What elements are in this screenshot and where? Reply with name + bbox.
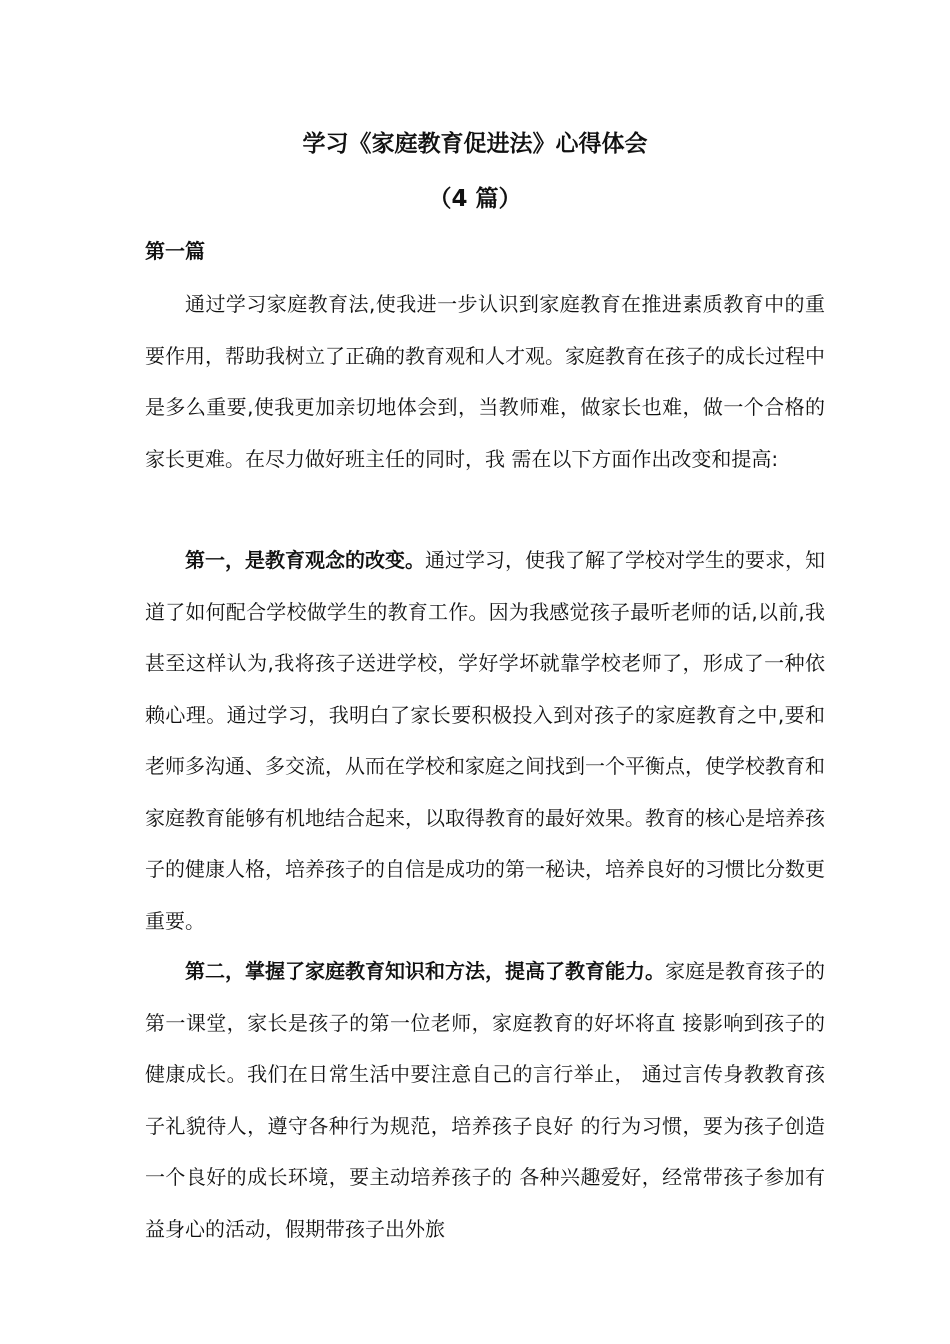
document-title: 学习《家庭教育促进法》心得体会 — [302, 131, 648, 157]
paragraph-point-one — [145, 535, 825, 950]
paragraph-text: 通过学习家庭教育法,使我进一步认识到家庭教育在推进素质教育中的重要作用，帮助我树立了正确的教育观和人才观。家庭教育在孩子的成长过程中是多么重要,使我更加亲切地体会到，当教师难，做家长也难，做一个合格的家长更难。在尽力做好班主任的同时，我 需在以下方面作出改变和提高: — [145, 292, 825, 471]
section-heading: 第一篇 — [145, 239, 205, 263]
paragraph-text: 通过学习，使我了解了学校对学生的要求，知道了如何配合学校做学生的教育工作。因为我感觉孩子最听老师的话,以前,我甚至这样认为,我将孩子送进学校，学好学坏就靠学校老师了，形成了一种依赖心理。通过学习，我明白了家长要积极投入到对孩子的家庭教育之中,要和老师多沟通、多交流，从而在学校和家庭之间找到一个平衡点，使学校教育和家庭教育能够有机地结合起来，以取得教育的最好效果。教育的核心是培养孩子的健康人格，培养孩子的自信是成功的第一秘诀，培养良好的习惯比分数更重要。 — [145, 548, 825, 933]
paragraph-lead: 第二，掌握了家庭教育知识和方法，提高了教育能力。 — [185, 959, 665, 983]
document-subtitle: （4 篇） — [428, 186, 522, 212]
paragraph-text: 家庭是教育孩子的第一课堂，家长是孩子的第一位老师，家庭教育的好坏将直 接影响到孩子的健康成长。我们在日常生活中要注意自己的言行举止， 通过言传身教教育孩子礼貌待人，遵守各种行为规范，培养孩子良好 的行为习惯，要为孩子创造一个良好的成长环境，要主动培养孩子的 各种兴趣爱好，经常带孩子参加有益身心的活动，假期带孩子出外旅 — [145, 959, 825, 1241]
paragraph-lead: 第一，是教育观念的改变。 — [185, 548, 425, 572]
paragraph-point-two — [145, 946, 825, 1256]
paragraph-intro — [145, 279, 825, 539]
